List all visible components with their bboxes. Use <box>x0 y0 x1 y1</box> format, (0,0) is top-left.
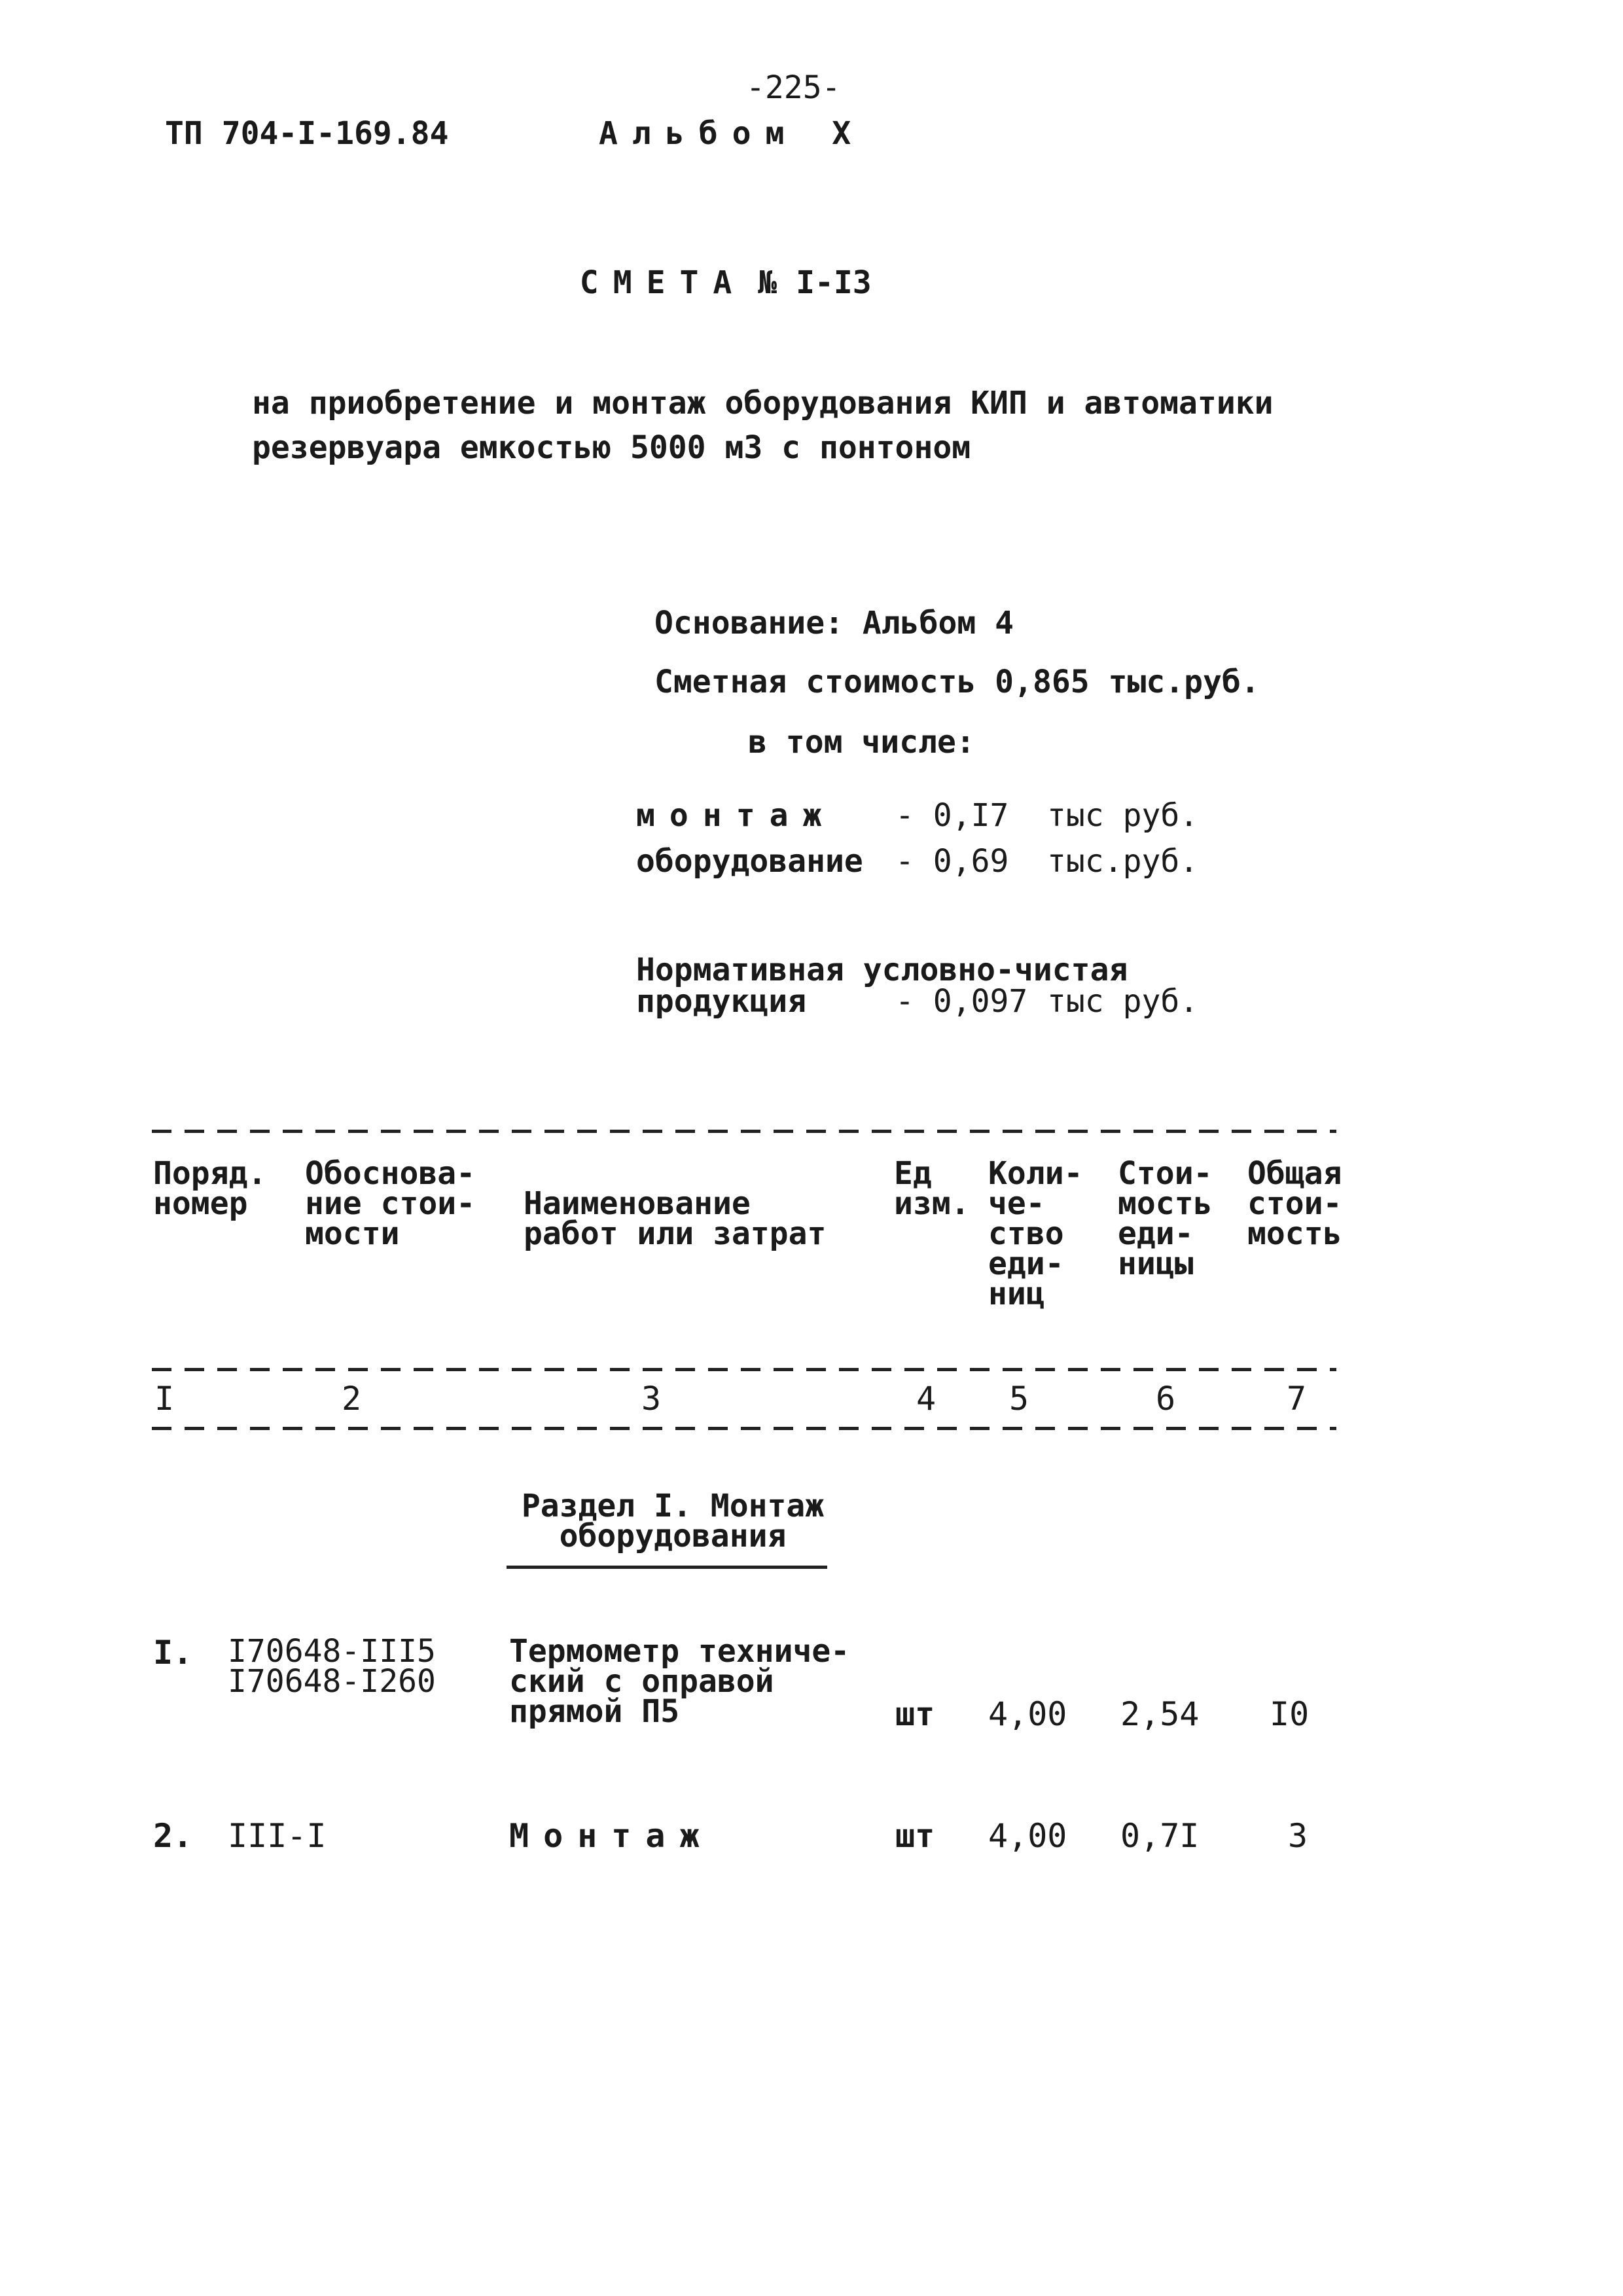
installation-value: - 0,I7 <box>895 797 1009 834</box>
table-top-rule <box>152 1130 1336 1133</box>
column-number-5: 5 <box>1009 1380 1029 1418</box>
row-2-number: 2. <box>153 1817 193 1855</box>
installation-label: монтаж <box>636 797 836 834</box>
row-2-name: Монтаж <box>509 1817 714 1855</box>
description-line-1: на приобретение и монтаж оборудования КИП и автоматики <box>252 385 1274 422</box>
section-title-underline <box>507 1566 827 1569</box>
row-2-unit-cost: 0,7I <box>1120 1817 1200 1855</box>
installation-unit: тыс руб. <box>1047 797 1199 834</box>
equipment-unit: тыс.руб. <box>1047 843 1199 880</box>
column-number-7: 7 <box>1287 1380 1307 1418</box>
header-unit: Ед изм. <box>894 1155 970 1222</box>
column-number-3: 3 <box>641 1380 662 1418</box>
row-1-quantity: 4,00 <box>988 1695 1067 1733</box>
column-number-6: 6 <box>1156 1380 1176 1418</box>
estimate-number: № I-I3 <box>758 264 872 301</box>
section-title: Раздел I. Монтаж оборудования <box>521 1488 825 1554</box>
header-unit-cost: Стои- мость еди- ницы <box>1118 1155 1213 1282</box>
estimate-title <box>542 236 872 301</box>
estimated-cost-line: Сметная стоимость 0,865 тыс.руб. <box>654 664 1260 700</box>
normative-unit: тыс руб. <box>1047 983 1199 1020</box>
header-order-number: Поряд. номер <box>153 1155 267 1222</box>
column-numbers-top-rule <box>152 1368 1336 1371</box>
row-2-unit: шт <box>895 1817 935 1855</box>
row-1-unit-cost: 2,54 <box>1120 1695 1200 1733</box>
header-work-name: Наименование работ или затрат <box>524 1185 827 1252</box>
equipment-label: оборудование <box>636 843 863 880</box>
equipment-value: - 0,69 <box>895 843 1009 880</box>
page-number: -225- <box>746 69 841 106</box>
album-label: Альбом X <box>599 115 866 152</box>
row-1-number: I. <box>153 1634 193 1672</box>
row-1-unit: шт <box>895 1695 935 1733</box>
description-line-2: резервуара емкостью 5000 м3 с понтоном <box>252 429 971 466</box>
row-1-name: Термометр техниче- ский с оправой прямой П5 <box>509 1633 850 1730</box>
row-1-basis: I70648-III5 I70648-I260 <box>228 1633 436 1700</box>
normative-line-1: Нормативная условно-чистая <box>636 952 1128 988</box>
header-total-cost: Общая стои- мость <box>1247 1155 1342 1252</box>
row-2-basis: III-I <box>228 1817 327 1855</box>
document-code: ТП 704-I-169.84 <box>165 115 449 152</box>
estimate-heading: СМЕТА <box>579 264 747 301</box>
normative-value: - 0,097 <box>895 983 1028 1020</box>
column-numbers-bottom-rule <box>152 1427 1336 1430</box>
column-number-2: 2 <box>342 1380 362 1418</box>
including-label: в том числе: <box>748 724 975 761</box>
basis-line: Основание: Альбом 4 <box>654 605 1014 641</box>
row-1-total-cost: I0 <box>1270 1695 1310 1733</box>
normative-label: продукция <box>636 983 807 1020</box>
column-number-4: 4 <box>916 1380 936 1418</box>
row-2-quantity: 4,00 <box>988 1817 1067 1855</box>
column-number-1: I <box>154 1380 175 1418</box>
header-cost-basis: Обоснова- ние стои- мости <box>305 1155 476 1252</box>
header-quantity: Коли- че- ство еди- ниц <box>988 1155 1083 1312</box>
row-2-total-cost: 3 <box>1288 1817 1308 1855</box>
